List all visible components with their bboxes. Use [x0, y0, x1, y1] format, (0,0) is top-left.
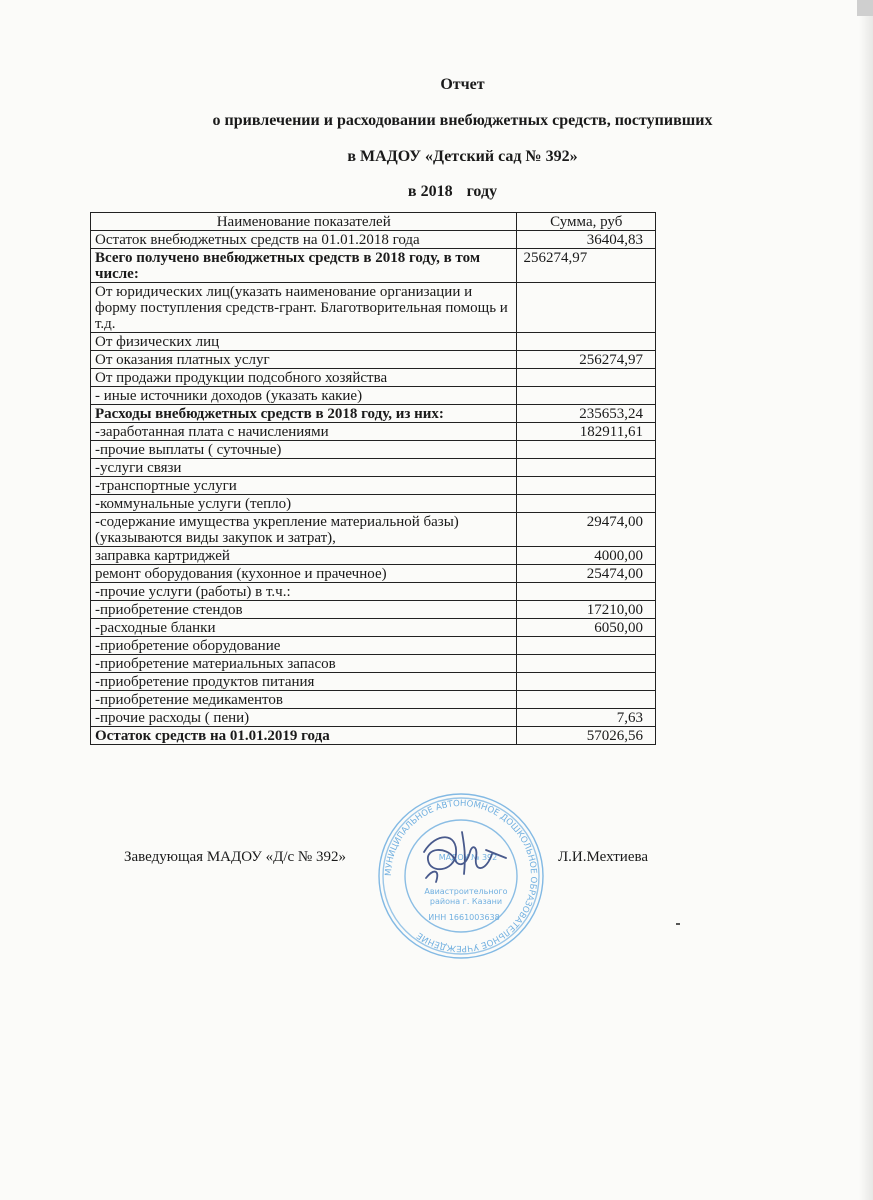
row-amount: 7,63: [517, 709, 656, 727]
table-row: [91, 351, 656, 369]
signatory-name: Л.И.Мехтиева: [558, 849, 649, 865]
row-name: -услуги связи: [91, 459, 517, 477]
report-year: [16, 183, 873, 201]
row-name: -прочие услуги (работы) в т.ч.:: [91, 583, 517, 601]
row-amount: [517, 673, 656, 691]
table-row: [91, 495, 656, 513]
row-amount: [517, 387, 656, 405]
table-row: [91, 423, 656, 441]
table-row: [91, 637, 656, 655]
official-seal: [366, 792, 556, 960]
table-row: [91, 673, 656, 691]
row-amount: [517, 477, 656, 495]
seal-ring-text-path: МУНИЦИПАЛЬНОЕ АВТОНОМНОЕ ДОШКОЛЬНОЕ ОБРАЗОВАТЕЛЬНОЕ УЧРЕЖДЕНИЕ: [383, 798, 539, 954]
page-shadow: [859, 0, 873, 1200]
row-amount: 57026,56: [517, 727, 656, 745]
row-amount: [517, 441, 656, 459]
table-row: [91, 709, 656, 727]
signatory-position: Заведующая МАДОУ «Д/с № 392»: [124, 849, 346, 865]
row-name: ремонт оборудования (кухонное и прачечное): [91, 565, 517, 583]
row-name: От юридических лиц(указать наименование организации и форму поступления средств-грант. Благотворительная помощь и т.д.: [91, 283, 517, 333]
table-row: [91, 655, 656, 673]
row-name: Расходы внебюджетных средств в 2018 году, из них:: [91, 405, 517, 423]
row-amount: 6050,00: [517, 619, 656, 637]
row-name: -приобретение материальных запасов: [91, 655, 517, 673]
row-name: -приобретение продуктов питания: [91, 673, 517, 691]
table-row: [91, 441, 656, 459]
row-amount: [517, 655, 656, 673]
report-subtitle: о привлечении и расходовании внебюджетных средств, поступивших: [212, 112, 713, 129]
row-amount: 235653,24: [517, 405, 656, 423]
row-name: -приобретение медикаментов: [91, 691, 517, 709]
table-row: [91, 691, 656, 709]
table-row: [91, 369, 656, 387]
row-amount: [517, 459, 656, 477]
table-row: [91, 249, 656, 283]
row-amount: 36404,83: [517, 231, 656, 249]
table-row: [91, 601, 656, 619]
row-amount: 4000,00: [517, 547, 656, 565]
row-name: -расходные бланки: [91, 619, 517, 637]
row-name: Остаток внебюджетных средств на 01.01.2018 года: [91, 231, 517, 249]
row-name: От физических лиц: [91, 333, 517, 351]
row-name: -приобретение оборудование: [91, 637, 517, 655]
table-row: [91, 583, 656, 601]
row-amount: [517, 691, 656, 709]
row-amount: [517, 333, 656, 351]
seal-center-text: [424, 853, 507, 922]
table-row: [91, 565, 656, 583]
table-row: [91, 387, 656, 405]
table-row: [91, 333, 656, 351]
row-amount: [517, 369, 656, 387]
row-name: -заработанная плата с начислениями: [91, 423, 517, 441]
row-name: -содержание имущества укрепление материальной базы) (указываются виды закупок и затрат),: [91, 513, 517, 547]
row-name: -приобретение стендов: [91, 601, 517, 619]
table-row: [91, 283, 656, 333]
row-name: заправка картриджей: [91, 547, 517, 565]
seal-inn: ИНН 1661003638: [428, 913, 500, 922]
scan-mark: [676, 923, 680, 925]
table-row: [91, 727, 656, 745]
row-name: Остаток средств на 01.01.2019 года: [91, 727, 517, 745]
report-year-prefix: в 2018: [407, 183, 453, 200]
seal-center-line: Авиастроительного: [424, 887, 508, 896]
table-row: [91, 405, 656, 423]
table-header-row: [91, 213, 656, 231]
report-title: Отчет: [440, 76, 485, 93]
row-name: -транспортные услуги: [91, 477, 517, 495]
seal-ring-text: [384, 799, 538, 953]
row-name: От оказания платных услуг: [91, 351, 517, 369]
row-amount: 256274,97: [517, 249, 656, 283]
scan-corner: [857, 0, 873, 16]
row-amount: [517, 583, 656, 601]
report-table: [90, 212, 656, 745]
row-amount: 256274,97: [517, 351, 656, 369]
row-name: -коммунальные услуги (тепло): [91, 495, 517, 513]
row-amount: [517, 283, 656, 333]
row-amount: [517, 495, 656, 513]
table-row: [91, 513, 656, 547]
row-name: - иные источники доходов (указать какие): [91, 387, 517, 405]
row-amount: 25474,00: [517, 565, 656, 583]
row-amount: [517, 637, 656, 655]
row-name: -прочие выплаты ( суточные): [91, 441, 517, 459]
col-header-amount: Сумма, руб: [517, 213, 656, 231]
row-name: Всего получено внебюджетных средств в 2018 году, в том числе:: [91, 249, 517, 283]
row-amount: 182911,61: [517, 423, 656, 441]
row-amount: 29474,00: [517, 513, 656, 547]
row-name: -прочие расходы ( пени): [91, 709, 517, 727]
row-name: От продажи продукции подсобного хозяйства: [91, 369, 517, 387]
col-header-name: Наименование показателей: [91, 213, 517, 231]
row-amount: 17210,00: [517, 601, 656, 619]
table-row: [91, 547, 656, 565]
seal-rings: [379, 794, 543, 958]
table-row: [91, 459, 656, 477]
report-year-suffix: году: [466, 183, 498, 200]
table-row: [91, 231, 656, 249]
table-row: [91, 619, 656, 637]
report-organization: в МАДОУ «Детский сад № 392»: [347, 148, 578, 165]
seal-center-line: района г. Казани: [429, 897, 503, 906]
seal-center-line: МАДОУ № 392: [438, 853, 498, 862]
table-row: [91, 477, 656, 495]
